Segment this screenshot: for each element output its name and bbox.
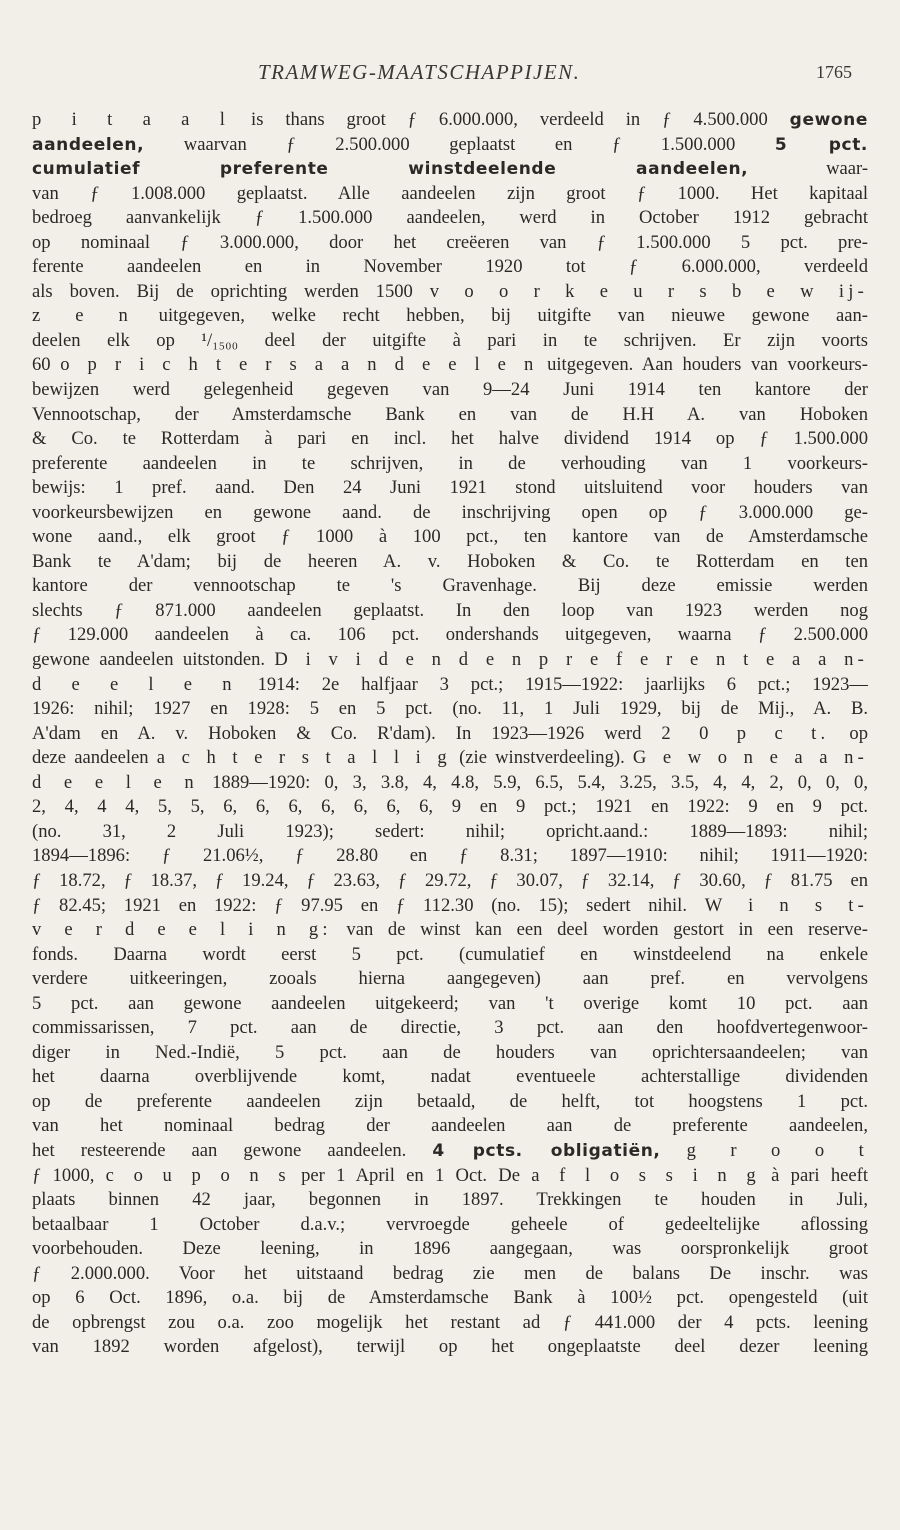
text-line [32,795,868,820]
spaced-term: c o u p o n s [105,1164,290,1186]
text-segment: bedroeg aanvankelijk ƒ 1.500.000 aandeelen, werd in October 1912 gebracht [32,207,868,229]
text-line [32,353,868,378]
text-line [32,1041,868,1066]
text-line [32,157,868,182]
text-line [32,967,868,992]
text-segment: bewijzen werd gelegenheid gegeven van 9—24 Juni 1914 ten kantore der [32,379,868,401]
bold-term: 5 pct. [774,134,868,155]
page-number: 1765 [816,62,852,82]
text-segment: 1889—1920: 0, 3, 3.8, 4, 4.8, 5.9, 6.5, 5.4, 3.25, 3.5, 4, 4, 2, 0, 0, 0, [197,771,869,793]
text-line [32,918,868,943]
text-segment: van ƒ 1.008.000 geplaatst. Alle aandeelen zijn groot ƒ 1000. Het kapitaal [32,182,868,204]
text-segment: is thans groot ƒ 6.000.000, verdeeld in ƒ 4.500.000 [229,109,790,130]
text-line [32,673,868,698]
bold-term: cumulatief preferente winstdeelende aandeelen, [32,159,749,180]
text-segment: wone aand., elk groot ƒ 1000 à 100 pct., ten kantore van de Amsterdamsche [32,526,868,548]
text-line [32,231,868,256]
text-segment: Bank te A'dam; bij de heeren A. v. Hoboken & Co. te Rotterdam en ten [32,550,868,572]
text-line [32,1016,868,1041]
text-line [32,1262,868,1287]
text-segment: waar- [748,158,869,180]
text-segment [661,1140,687,1161]
bold-term: 4 pcts. obligatiën, [432,1140,661,1161]
text-line [32,476,868,501]
text-line [32,771,868,796]
text-segment: gewone aandeelen uitstonden. [32,649,275,671]
body-text [32,108,868,1360]
spaced-term: a c h t e r s t a l l i g [156,747,451,769]
spaced-term: a f l o s s i n g [531,1164,760,1186]
text-line [32,1065,868,1090]
spaced-term: d e e l e n [32,673,236,695]
spaced-term: g r o o t [686,1139,868,1161]
text-line [32,255,868,280]
text-segment: Vennootschap, der Amsterdamsche Bank en van de H.H A. van Hoboken [32,403,868,425]
text-segment: deze aandeelen [32,747,157,769]
text-line [32,403,868,428]
running-title: TRAMWEG-MAATSCHAPPIJEN. [258,60,581,84]
text-line [32,378,868,403]
text-line [32,1164,868,1189]
text-line [32,427,868,452]
text-segment: 60 [32,354,61,376]
text-segment: 1894—1896: ƒ 21.06½, ƒ 28.80 en ƒ 8.31; 1897—1910: nihil; 1911—1920: [32,845,868,867]
text-segment: fonds. Daarna wordt eerst 5 pct. (cumulatief en winstdeelend na enkele [32,943,868,965]
text-segment: van 1892 worden afgelost), terwijl op het ongeplaatste deel dezer leening [32,1336,868,1358]
text-segment: als boven. Bij de oprichting werden 1500 [32,280,430,302]
text-segment: plaats binnen 42 jaar, begonnen in 1897. Trekkingen te houden in Juli, [32,1189,868,1211]
text-segment: bewijs: 1 pref. aand. Den 24 Juni 1921 stond uitsluitend voor houders van [32,477,868,499]
running-header [0,60,900,90]
text-segment: commissarissen, 7 pct. aan de directie, 3 pct. aan den hoofdvertegenwoor- [32,1017,868,1039]
text-line [32,894,868,919]
text-line [32,1311,868,1336]
text-line [32,206,868,231]
text-segment: (zie winstverdeeling). [450,747,633,769]
text-line [32,574,868,599]
text-segment: ƒ 129.000 aandeelen à ca. 106 pct. ondershands uitgegeven, waarna ƒ 2.500.000 [32,624,868,646]
spaced-term: D i v i d e n d e n p r e f e r e n t e a a n- [274,649,868,671]
text-segment: ƒ 82.45; 1921 en 1922: ƒ 97.95 en ƒ 112.30 (no. 15); sedert nihil. [32,894,705,916]
text-line [32,108,868,133]
text-line [32,697,868,722]
spaced-term: G e w o n e a a n- [632,747,868,769]
spaced-term: z e n [32,305,133,327]
text-line [32,280,868,305]
text-segment: diger in Ned.-Indië, 5 pct. aan de houders van oprichtersaandeelen; van [32,1041,868,1063]
text-segment: verdere uitkeeringen, zooals hierna aangegeven) aan pref. en vervolgens [32,968,868,990]
text-segment: ferente aandeelen en in November 1920 tot ƒ 6.000.000, verdeeld [32,256,868,278]
text-line [32,550,868,575]
text-line [32,1114,868,1139]
spaced-term: W i n s t- [704,894,868,916]
spaced-term: p i t a a l [32,109,230,130]
text-segment: per 1 April en 1 Oct. De [289,1164,532,1186]
text-line [32,1139,868,1164]
text-line [32,182,868,207]
text-segment: voorkeursbewijzen en gewone aand. de inschrijving open op ƒ 3.000.000 ge- [32,501,868,523]
text-segment: uitgegeven. Aan houders van voorkeurs- [537,354,868,376]
text-segment: deelen elk op ¹/₁₅₀₀ deel der uitgifte à pari in te schrijven. Er zijn voorts [32,329,868,351]
text-segment: (no. 31, 2 Juli 1923); sedert: nihil; opricht.aand.: 1889—1893: nihil; [32,820,868,842]
spaced-term: 2 0 p c t. [661,722,830,744]
text-segment: 2, 4, 4 4, 5, 5, 6, 6, 6, 6, 6, 6, 6, 9 en 9 pct.; 1921 en 1922: 9 en 9 pct. [32,796,868,818]
spaced-term: v e r d e e l i n g: [32,919,332,941]
text-line [32,452,868,477]
text-line [32,1188,868,1213]
text-line [32,869,868,894]
text-line [32,304,868,329]
bold-term: gewone [789,110,868,130]
text-segment: & Co. te Rotterdam à pari en incl. het halve dividend 1914 op ƒ 1.500.000 [32,428,868,450]
text-line [32,1237,868,1262]
text-segment: op nominaal ƒ 3.000.000, door het creëeren van ƒ 1.500.000 5 pct. pre- [32,231,868,253]
text-segment: ƒ 2.000.000. Voor het uitstaand bedrag zie men de balans De inschr. was [32,1262,868,1284]
text-segment: à pari heeft [759,1164,868,1186]
text-line [32,722,868,747]
text-segment: op [829,722,868,744]
text-segment: 1914: 2e halfjaar 3 pct.; 1915—1922: jaarlijks 6 pct.; 1923— [235,673,868,695]
text-segment: preferente aandeelen in te schrijven, in de verhouding van 1 voorkeurs- [32,452,868,474]
text-line [32,746,868,771]
text-line [32,1286,868,1311]
text-segment: het daarna overblijvende komt, nadat eventueele achterstallige dividenden [32,1066,868,1088]
text-segment: betaalbaar 1 October d.a.v.; vervroegde geheele of gedeeltelijke aflossing [32,1213,868,1235]
text-segment: de opbrengst zou o.a. zoo mogelijk het restant ad ƒ 441.000 der 4 pcts. leening [32,1311,868,1333]
text-segment: ƒ 18.72, ƒ 18.37, ƒ 19.24, ƒ 23.63, ƒ 29.72, ƒ 30.07, ƒ 32.14, ƒ 30.60, ƒ 81.75 en [32,869,868,891]
text-line [32,648,868,673]
text-segment: het resteerende aan gewone aandeelen. [32,1139,433,1161]
text-segment: kantore der vennootschap te 's Gravenhage. Bij deze emissie werden [32,575,868,597]
text-line [32,525,868,550]
spaced-term: o p r i c h t e r s a a n d e e l e n [60,354,538,376]
text-line [32,943,868,968]
text-line [32,501,868,526]
text-line [32,329,868,354]
text-segment: waarvan ƒ 2.500.000 geplaatst en ƒ 1.500.000 [144,133,775,155]
text-line [32,133,868,158]
bold-term: aandeelen, [32,134,145,155]
text-line [32,1090,868,1115]
text-segment: van het nominaal bedrag der aandeelen aan de preferente aandeelen, [32,1115,868,1137]
text-segment: voorbehouden. Deze leening, in 1896 aangegaan, was oorspronkelijk groot [32,1238,868,1260]
text-segment: ƒ 1000, [32,1164,106,1186]
text-line [32,820,868,845]
text-segment: uitgegeven, welke recht hebben, bij uitgifte van nieuwe gewone aan- [132,305,869,327]
text-segment: slechts ƒ 871.000 aandeelen geplaatst. In den loop van 1923 werden nog [32,599,868,621]
text-line [32,992,868,1017]
text-segment: 1926: nihil; 1927 en 1928: 5 en 5 pct. (no. 11, 1 Juli 1929, bij de Mij., A. B. [32,698,868,720]
text-segment: 5 pct. aan gewone aandeelen uitgekeerd; van 't overige komt 10 pct. aan [32,992,868,1014]
spaced-term: v o o r k e u r s b e w ij- [429,280,868,302]
spaced-term: d e e l e n [32,771,198,793]
text-line [32,599,868,624]
text-line [32,844,868,869]
text-segment: op de preferente aandeelen zijn betaald, de helft, tot hoogstens 1 pct. [32,1090,868,1112]
text-line [32,1335,868,1360]
text-line [32,1213,868,1238]
text-line [32,623,868,648]
text-segment: op 6 Oct. 1896, o.a. bij de Amsterdamsche Bank à 100½ pct. opengesteld (uit [32,1287,868,1309]
text-segment: van de winst kan een deel worden gestort in een reserve- [331,919,868,941]
text-segment: A'dam en A. v. Hoboken & Co. R'dam). In 1923—1926 werd [32,722,662,744]
